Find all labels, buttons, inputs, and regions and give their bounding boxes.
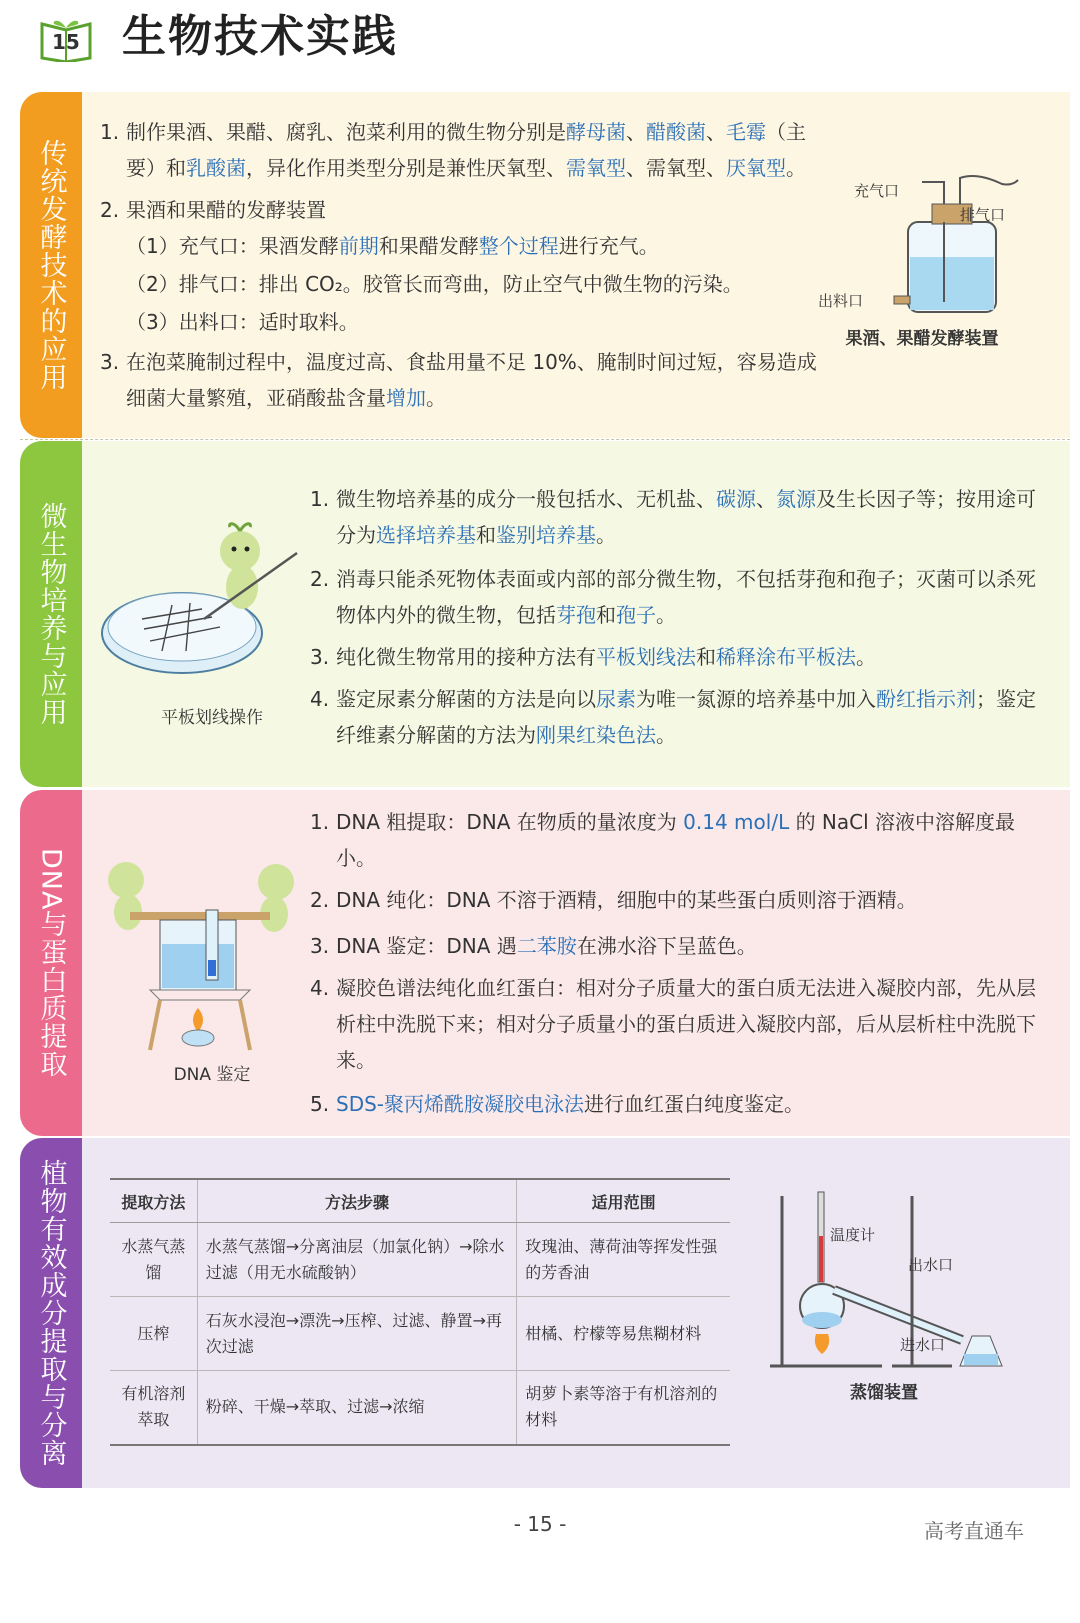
section-traditional-fermentation	[20, 92, 1070, 438]
label-outlet: 排气口	[960, 206, 1006, 224]
list-item: 4. 凝胶色谱法纯化血红蛋白：相对分子质量大的蛋白质无法进入凝胶内部，先从层析柱中洗脱下来；相对分子质量小的蛋白质进入凝胶内部，后从层析柱中洗脱下来。	[310, 976, 1036, 1072]
distillation-apparatus-illustration	[762, 1186, 1022, 1376]
chapter-number: 15	[52, 30, 80, 54]
table-cell: 玫瑰油、薄荷油等挥发性强的芳香油	[517, 1223, 730, 1297]
divider	[20, 439, 1070, 440]
streak-plate-illustration	[92, 501, 312, 701]
list-item: 1. 微生物培养基的成分一般包括水、无机盐、碳源、氮源及生长因子等；按用途可分为选择培养基和鉴别培养基。	[310, 487, 1036, 547]
dna-identification-illustration	[100, 840, 310, 1060]
table-header-row	[110, 1179, 730, 1223]
table-cell: 柑橘、柠檬等易焦糊材料	[517, 1297, 730, 1371]
label-water-out: 出水口	[908, 1256, 954, 1274]
table-cell: 压榨	[110, 1297, 197, 1371]
list-subitem: （3）出料口：适时取料。	[126, 310, 359, 334]
header-cell: 适用范围	[517, 1179, 730, 1223]
label-water-in: 进水口	[900, 1336, 946, 1354]
section-plant-extraction	[20, 1138, 1070, 1488]
header-cell: 提取方法	[110, 1179, 197, 1223]
list-item: 2. 果酒和果醋的发酵装置	[100, 198, 326, 222]
list-item: 3. DNA 鉴定：DNA 遇二苯胺在沸水浴下呈蓝色。	[310, 934, 757, 958]
table-cell: 有机溶剂萃取	[110, 1371, 197, 1445]
list-item: 3. 在泡菜腌制过程中，温度过高、食盐用量不足 10%、腌制时间过短，容易造成细菌大量繁殖，亚硝酸盐含量增加。	[100, 350, 817, 410]
page-title: 生物技术实践	[122, 11, 398, 62]
label-discharge: 出料口	[818, 292, 864, 310]
list-subitem: （2）排气口：排出 CO₂。胶管长而弯曲，防止空气中微生物的污染。	[126, 272, 743, 296]
section-label: DNA与蛋白质提取	[20, 790, 82, 1136]
list-item: 1. 制作果酒、果醋、腐乳、泡菜利用的微生物分别是酵母菌、醋酸菌、毛霉（主要）和乳酸菌，异化作用类型分别是兼性厌氧型、需氧型、需氧型、厌氧型。	[100, 120, 806, 180]
section-microbial-culture	[20, 441, 1070, 787]
table-row	[110, 1223, 730, 1297]
table-cell: 水蒸气蒸馏→分离油层（加氯化钠）→除水过滤（用无水硫酸钠）	[197, 1223, 517, 1297]
list-item: 2. DNA 纯化：DNA 不溶于酒精，细胞中的某些蛋白质则溶于酒精。	[310, 888, 917, 912]
figure-caption: 蒸馏装置	[850, 1383, 918, 1403]
list-item: 4. 鉴定尿素分解菌的方法是向以尿素为唯一氮源的培养基中加入酚红指示剂；鉴定纤维素分解菌的方法为刚果红染色法。	[310, 687, 1036, 747]
figure-caption: 平板划线操作	[161, 708, 263, 728]
section-label: 植物有效成分提取与分离	[20, 1138, 82, 1488]
table-row	[110, 1297, 730, 1371]
section-label: 微生物培养与应用	[20, 441, 82, 787]
table-cell: 胡萝卜素等溶于有机溶剂的材料	[517, 1371, 730, 1445]
table-cell: 石灰水浸泡→漂洗→压榨、过滤、静置→再次过滤	[197, 1297, 517, 1371]
list-item: 1. DNA 粗提取：DNA 在物质的量浓度为 0.14 mol/L 的 NaCl 溶液中溶解度最小。	[310, 810, 1016, 870]
table-cell: 粉碎、干燥→萃取、过滤→浓缩	[197, 1371, 517, 1445]
section-dna-protein	[20, 790, 1070, 1136]
page-header	[30, 6, 730, 66]
figure-caption: 果酒、果醋发酵装置	[845, 329, 999, 349]
table-row	[110, 1371, 730, 1445]
list-item: 2. 消毒只能杀死物体表面或内部的部分微生物，不包括芽孢和孢子；灭菌可以杀死物体内外的微生物，包括芽孢和孢子。	[310, 567, 1036, 627]
watermark: 高考直通车	[924, 1519, 1024, 1543]
section-label: 传统发酵技术的应用	[20, 92, 82, 438]
list-subitem: （1）充气口：果酒发酵前期和果醋发酵整个过程进行充气。	[126, 234, 659, 258]
list-item: 3. 纯化微生物常用的接种方法有平板划线法和稀释涂布平板法。	[310, 645, 876, 669]
header-cell: 方法步骤	[197, 1179, 517, 1223]
list-item: 5. SDS-聚丙烯酰胺凝胶电泳法进行血红蛋白纯度鉴定。	[310, 1092, 805, 1116]
label-inlet: 充气口	[854, 182, 900, 200]
page-number: - 15 -	[513, 1512, 567, 1536]
label-thermometer: 温度计	[830, 1226, 876, 1244]
extraction-table	[110, 1178, 730, 1446]
figure-caption: DNA 鉴定	[173, 1065, 251, 1085]
table-cell: 水蒸气蒸馏	[110, 1223, 197, 1297]
